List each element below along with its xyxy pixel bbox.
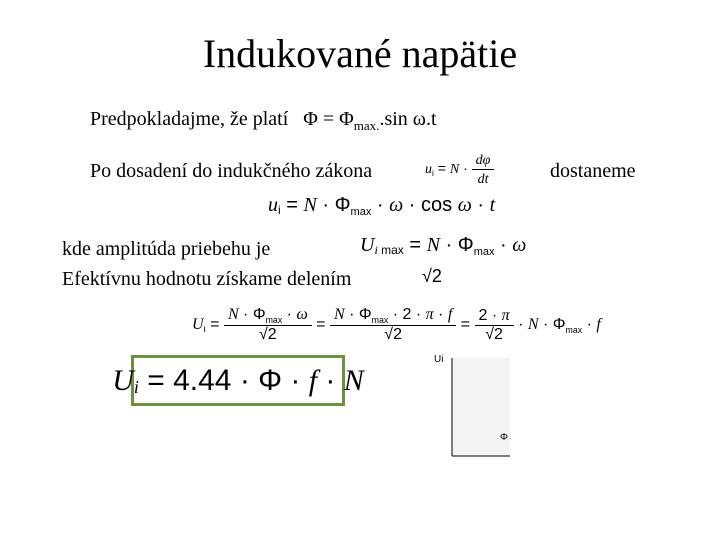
effective-value-text: Efektívnu hodnotu získame delením (62, 268, 352, 290)
induction-law-formula: $u_i = N$ · $\frac{d\varphi}{dt}$ (425, 151, 494, 188)
result-box (112, 355, 364, 406)
induced-voltage-equation: ui = $N \cdot \Phi_{max} \cdot \omega \cdot \cos \omega \cdot t$ (268, 194, 496, 218)
amplitude-text: kde amplitúda priebehu je (62, 238, 271, 260)
fraction-1: $\frac{N \cdot \Phi_{max} \cdot \omega}{√2}$ (224, 306, 312, 344)
flux-formula-part1: Φ = Φ (303, 108, 354, 130)
result-connector-text: dostaneme (550, 160, 636, 182)
derivative-fraction: $\frac{d\varphi}{dt}$ (472, 151, 495, 188)
result-formula: Ui = 4.44 · Φ · f · N (112, 363, 364, 397)
assumption-line (90, 108, 437, 134)
slide-title: Indukované napätie (202, 31, 518, 76)
effective-value-equation: Ui = $\frac{N \cdot \Phi_{max} \cdot \omega}{√2}$ = $\frac{N \cdot \Phi_{max} \cdot 2 \cdot \pi \cdot f}{√2}$ = $\frac{2 \cdot \pi}{√2}$ · $N \cdot \Phi_{max} \cdot f$ (192, 306, 601, 343)
fraction-3: $\frac{2 \cdot \pi}{√2}$ (475, 307, 514, 344)
flux-formula-part2: .sin ω.t (379, 108, 437, 130)
graph-svg (432, 352, 512, 462)
substitution-text: Po dosadení do indukčného zákona (90, 160, 373, 182)
assumption-text: Predpokladajme, že platí (90, 108, 289, 130)
amplitude-formula: Ui $\max = N \cdot \Phi_{max} \cdot \omega$ (360, 234, 527, 258)
flux-formula-sub: max. (353, 118, 380, 133)
fraction-2: $\frac{N \cdot \Phi_{max} \cdot 2 \cdot \pi \cdot f}{√2}$ (330, 306, 456, 344)
graph-y-label: Ui (434, 354, 444, 365)
graph-x-label: Φ (500, 432, 508, 443)
sqrt2-divisor: √2 (422, 266, 442, 286)
voltage-flux-graph (432, 352, 512, 467)
